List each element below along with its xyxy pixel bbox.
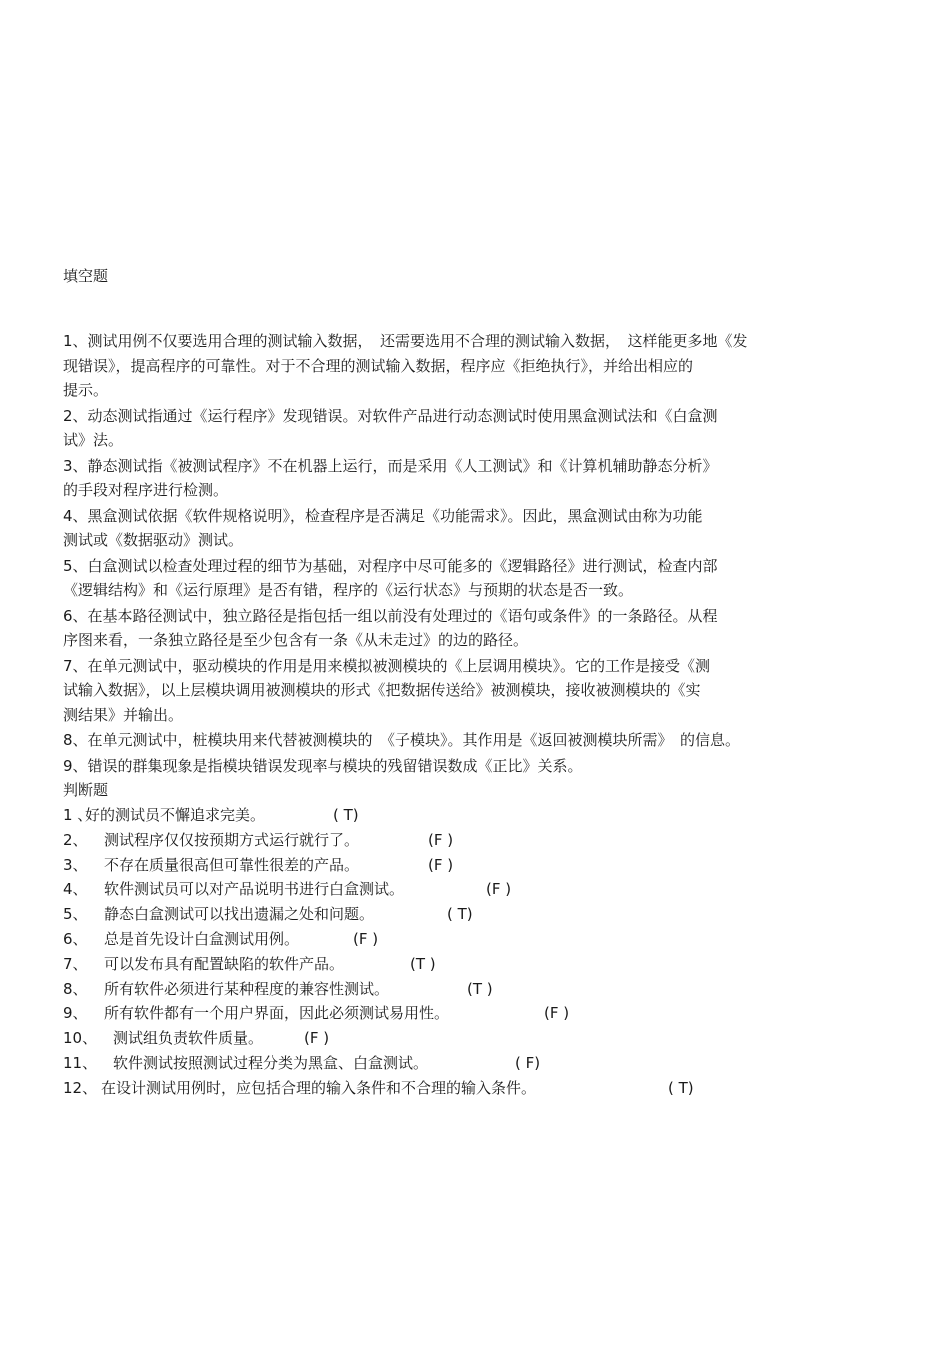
fill-question bbox=[63, 329, 893, 403]
answer-mark: (T ) bbox=[410, 954, 436, 973]
fill-section-title: 填空题 bbox=[63, 267, 109, 285]
question-number: 12、 bbox=[63, 1078, 98, 1097]
fill-question bbox=[63, 654, 893, 728]
question-number: 11、 bbox=[63, 1053, 98, 1072]
question-number: 10、 bbox=[63, 1029, 98, 1048]
answer-mark: (F ) bbox=[428, 855, 454, 874]
judge-question bbox=[63, 952, 893, 977]
judge-section-title: 判断题 bbox=[63, 781, 109, 799]
judge-question bbox=[63, 828, 893, 853]
question-line: 测试或《数据驱动》测试。 bbox=[63, 531, 244, 549]
answer-mark: (F ) bbox=[353, 929, 379, 948]
answer-mark: (F ) bbox=[486, 880, 512, 899]
question-number: 4、 bbox=[63, 880, 88, 899]
question-text: 测试程序仅仅按预期方式运行就行了。 bbox=[104, 830, 360, 849]
question-line: 4、黑盒测试依据《软件规格说明》，检查程序是否满足《功能需求》。因此，黑盒测试由称为功能 bbox=[63, 506, 703, 525]
question-number: 6、 bbox=[63, 929, 88, 948]
answer-mark: ( F) bbox=[515, 1053, 541, 1072]
question-text: 软件测试员可以对产品说明书进行白盒测试。 bbox=[104, 880, 405, 899]
answer-mark: ( T) bbox=[668, 1078, 694, 1097]
answer-mark: (F ) bbox=[304, 1029, 330, 1048]
question-text: 不存在质量很高但可靠性很差的产品。 bbox=[104, 855, 360, 874]
question-text: 在设计测试用例时，应包括合理的输入条件和不合理的输入条件。 bbox=[101, 1078, 537, 1097]
answer-mark: (F ) bbox=[544, 1004, 570, 1023]
question-number: 2、 bbox=[63, 830, 88, 849]
answer-mark: ( T) bbox=[447, 905, 473, 924]
question-text: 软件测试按照测试过程分类为黑盒、白盒测试。 bbox=[113, 1053, 429, 1072]
question-line: 2、动态测试指通过《运行程序》发现错误。对软件产品进行动态测试时使用黑盒测试法和《白盒测 bbox=[63, 406, 718, 425]
question-line: 9、错误的群集现象是指模块错误发现率与模块的残留错误数成《正比》关系。 bbox=[63, 756, 583, 775]
judge-question bbox=[63, 902, 893, 927]
question-line: 8、在单元测试中，桩模块用来代替被测模块的 《子模块》。其作用是《返回被测模块所需》 的信息。 bbox=[63, 731, 741, 749]
question-line: 序图来看，一条独立路径是至少包含有一条《从未走过》的边的路径。 bbox=[63, 631, 529, 649]
judge-question bbox=[63, 853, 893, 878]
question-number: 1 、 bbox=[63, 806, 93, 824]
judge-question bbox=[63, 877, 893, 902]
document-body bbox=[63, 264, 893, 1101]
question-line: 现错误》，提高程序的可靠性。对于不合理的测试输入数据，程序应《拒绝执行》，并给出相应的 bbox=[63, 356, 694, 375]
question-number: 9、 bbox=[63, 1004, 88, 1023]
question-text: 测试组负责软件质量。 bbox=[113, 1029, 264, 1048]
question-text: 所有软件都有一个用户界面，因此必须测试易用性。 bbox=[104, 1004, 450, 1023]
question-line: 3、静态测试指《被测试程序》不在机器上运行，而是采用《人工测试》和《计算机辅助静态分析》 bbox=[63, 456, 718, 475]
question-text: 可以发布具有配置缺陷的软件产品。 bbox=[104, 954, 345, 973]
fill-question bbox=[63, 728, 893, 753]
answer-mark: ( T) bbox=[333, 806, 359, 824]
fill-question bbox=[63, 454, 893, 503]
question-number: 3、 bbox=[63, 855, 88, 874]
question-line: 提示。 bbox=[63, 381, 109, 399]
fill-question bbox=[63, 554, 893, 603]
question-line: 的手段对程序进行检测。 bbox=[63, 481, 229, 499]
fill-question bbox=[63, 504, 893, 553]
question-line: 1、测试用例不仅要选用合理的测试输入数据， 还需要选用不合理的测试输入数据， 这样能更多地《发 bbox=[63, 332, 748, 350]
fill-question bbox=[63, 404, 893, 453]
question-line: 试》法。 bbox=[63, 431, 124, 449]
judge-question bbox=[63, 803, 893, 828]
question-number: 8、 bbox=[63, 979, 88, 998]
question-line: 5、白盒测试以检查处理过程的细节为基础，对程序中尽可能多的《逻辑路径》进行测试，检查内部 bbox=[63, 556, 718, 575]
question-line: 7、在单元测试中，驱动模块的作用是用来模拟被测模块的《上层调用模块》。它的工作是接受《测 bbox=[63, 656, 711, 675]
judge-question-list bbox=[63, 803, 893, 1101]
question-text: 好的测试员不懈追求完美。 bbox=[85, 806, 266, 824]
fill-question bbox=[63, 754, 893, 779]
fill-question-list bbox=[63, 329, 893, 778]
question-line: 试输入数据》，以上层模块调用被测模块的形式《把数据传送给》被测模块，接收被测模块的《实 bbox=[63, 681, 701, 699]
fill-question bbox=[63, 604, 893, 653]
answer-mark: (T ) bbox=[467, 979, 493, 998]
question-line: 测结果》并输出。 bbox=[63, 705, 184, 724]
judge-question bbox=[63, 1076, 893, 1101]
question-text: 静态白盒测试可以找出遗漏之处和问题。 bbox=[104, 905, 375, 924]
question-number: 7、 bbox=[63, 954, 88, 973]
answer-mark: (F ) bbox=[428, 830, 454, 849]
judge-question bbox=[63, 977, 893, 1002]
question-text: 所有软件必须进行某种程度的兼容性测试。 bbox=[104, 979, 390, 998]
question-text: 总是首先设计白盒测试用例。 bbox=[104, 929, 300, 948]
question-line: 6、在基本路径测试中，独立路径是指包括一组以前没有处理过的《语句或条件》的一条路径。从程 bbox=[63, 606, 718, 625]
question-number: 5、 bbox=[63, 905, 88, 924]
judge-question bbox=[63, 1051, 893, 1076]
question-line: 《逻辑结构》和《运行原理》是否有错，程序的《运行状态》与预期的状态是否一致。 bbox=[63, 581, 634, 599]
judge-question bbox=[63, 1001, 893, 1026]
judge-question bbox=[63, 1026, 893, 1051]
judge-question bbox=[63, 927, 893, 952]
